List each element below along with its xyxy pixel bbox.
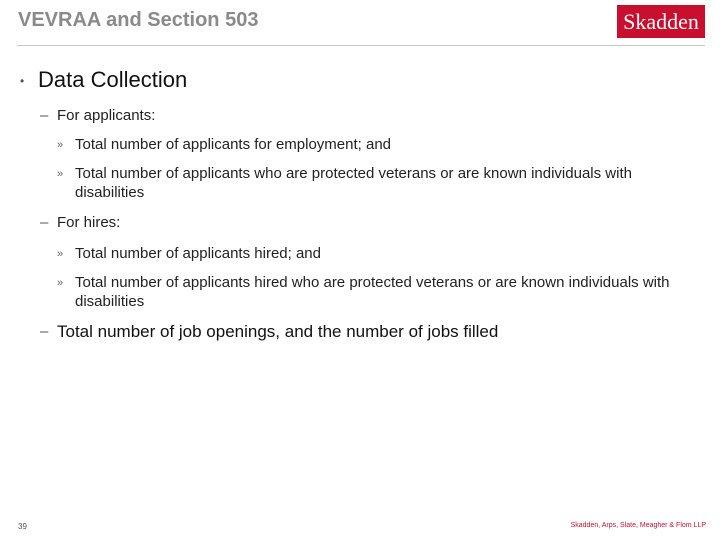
chevron-right-icon: »: [57, 277, 64, 289]
dash-icon: –: [40, 107, 49, 124]
dash-icon: –: [40, 323, 49, 340]
slide-title: VEVRAA and Section 503: [18, 9, 259, 31]
list-item: Total number of applicants hired; and: [75, 245, 321, 262]
chevron-right-icon: »: [57, 168, 64, 180]
skadden-logo: Skadden: [617, 5, 705, 38]
dash-icon: –: [40, 214, 49, 231]
page-number: 39: [18, 522, 27, 531]
chevron-right-icon: »: [57, 139, 64, 151]
bullet-heading: Data Collection: [38, 67, 188, 92]
bullet-dot-icon: •: [20, 74, 25, 88]
header-divider: [17, 45, 705, 46]
list-item: Total number of applicants who are protected veterans or are known individuals with disabilities: [75, 165, 632, 201]
list-item: Total number of applicants hired who are protected veterans or are known individuals with disabilities: [75, 274, 670, 310]
footer-firm-name: Skadden, Arps, Slate, Meagher & Flom LLP: [570, 522, 706, 529]
sub-bullet-job-openings: Total number of job openings, and the number of jobs filled: [57, 322, 499, 341]
sub-bullet-hires: For hires:: [57, 214, 121, 231]
sub-bullet-applicants: For applicants:: [57, 107, 156, 124]
chevron-right-icon: »: [57, 248, 64, 260]
list-item: Total number of applicants for employment; and: [75, 136, 392, 153]
